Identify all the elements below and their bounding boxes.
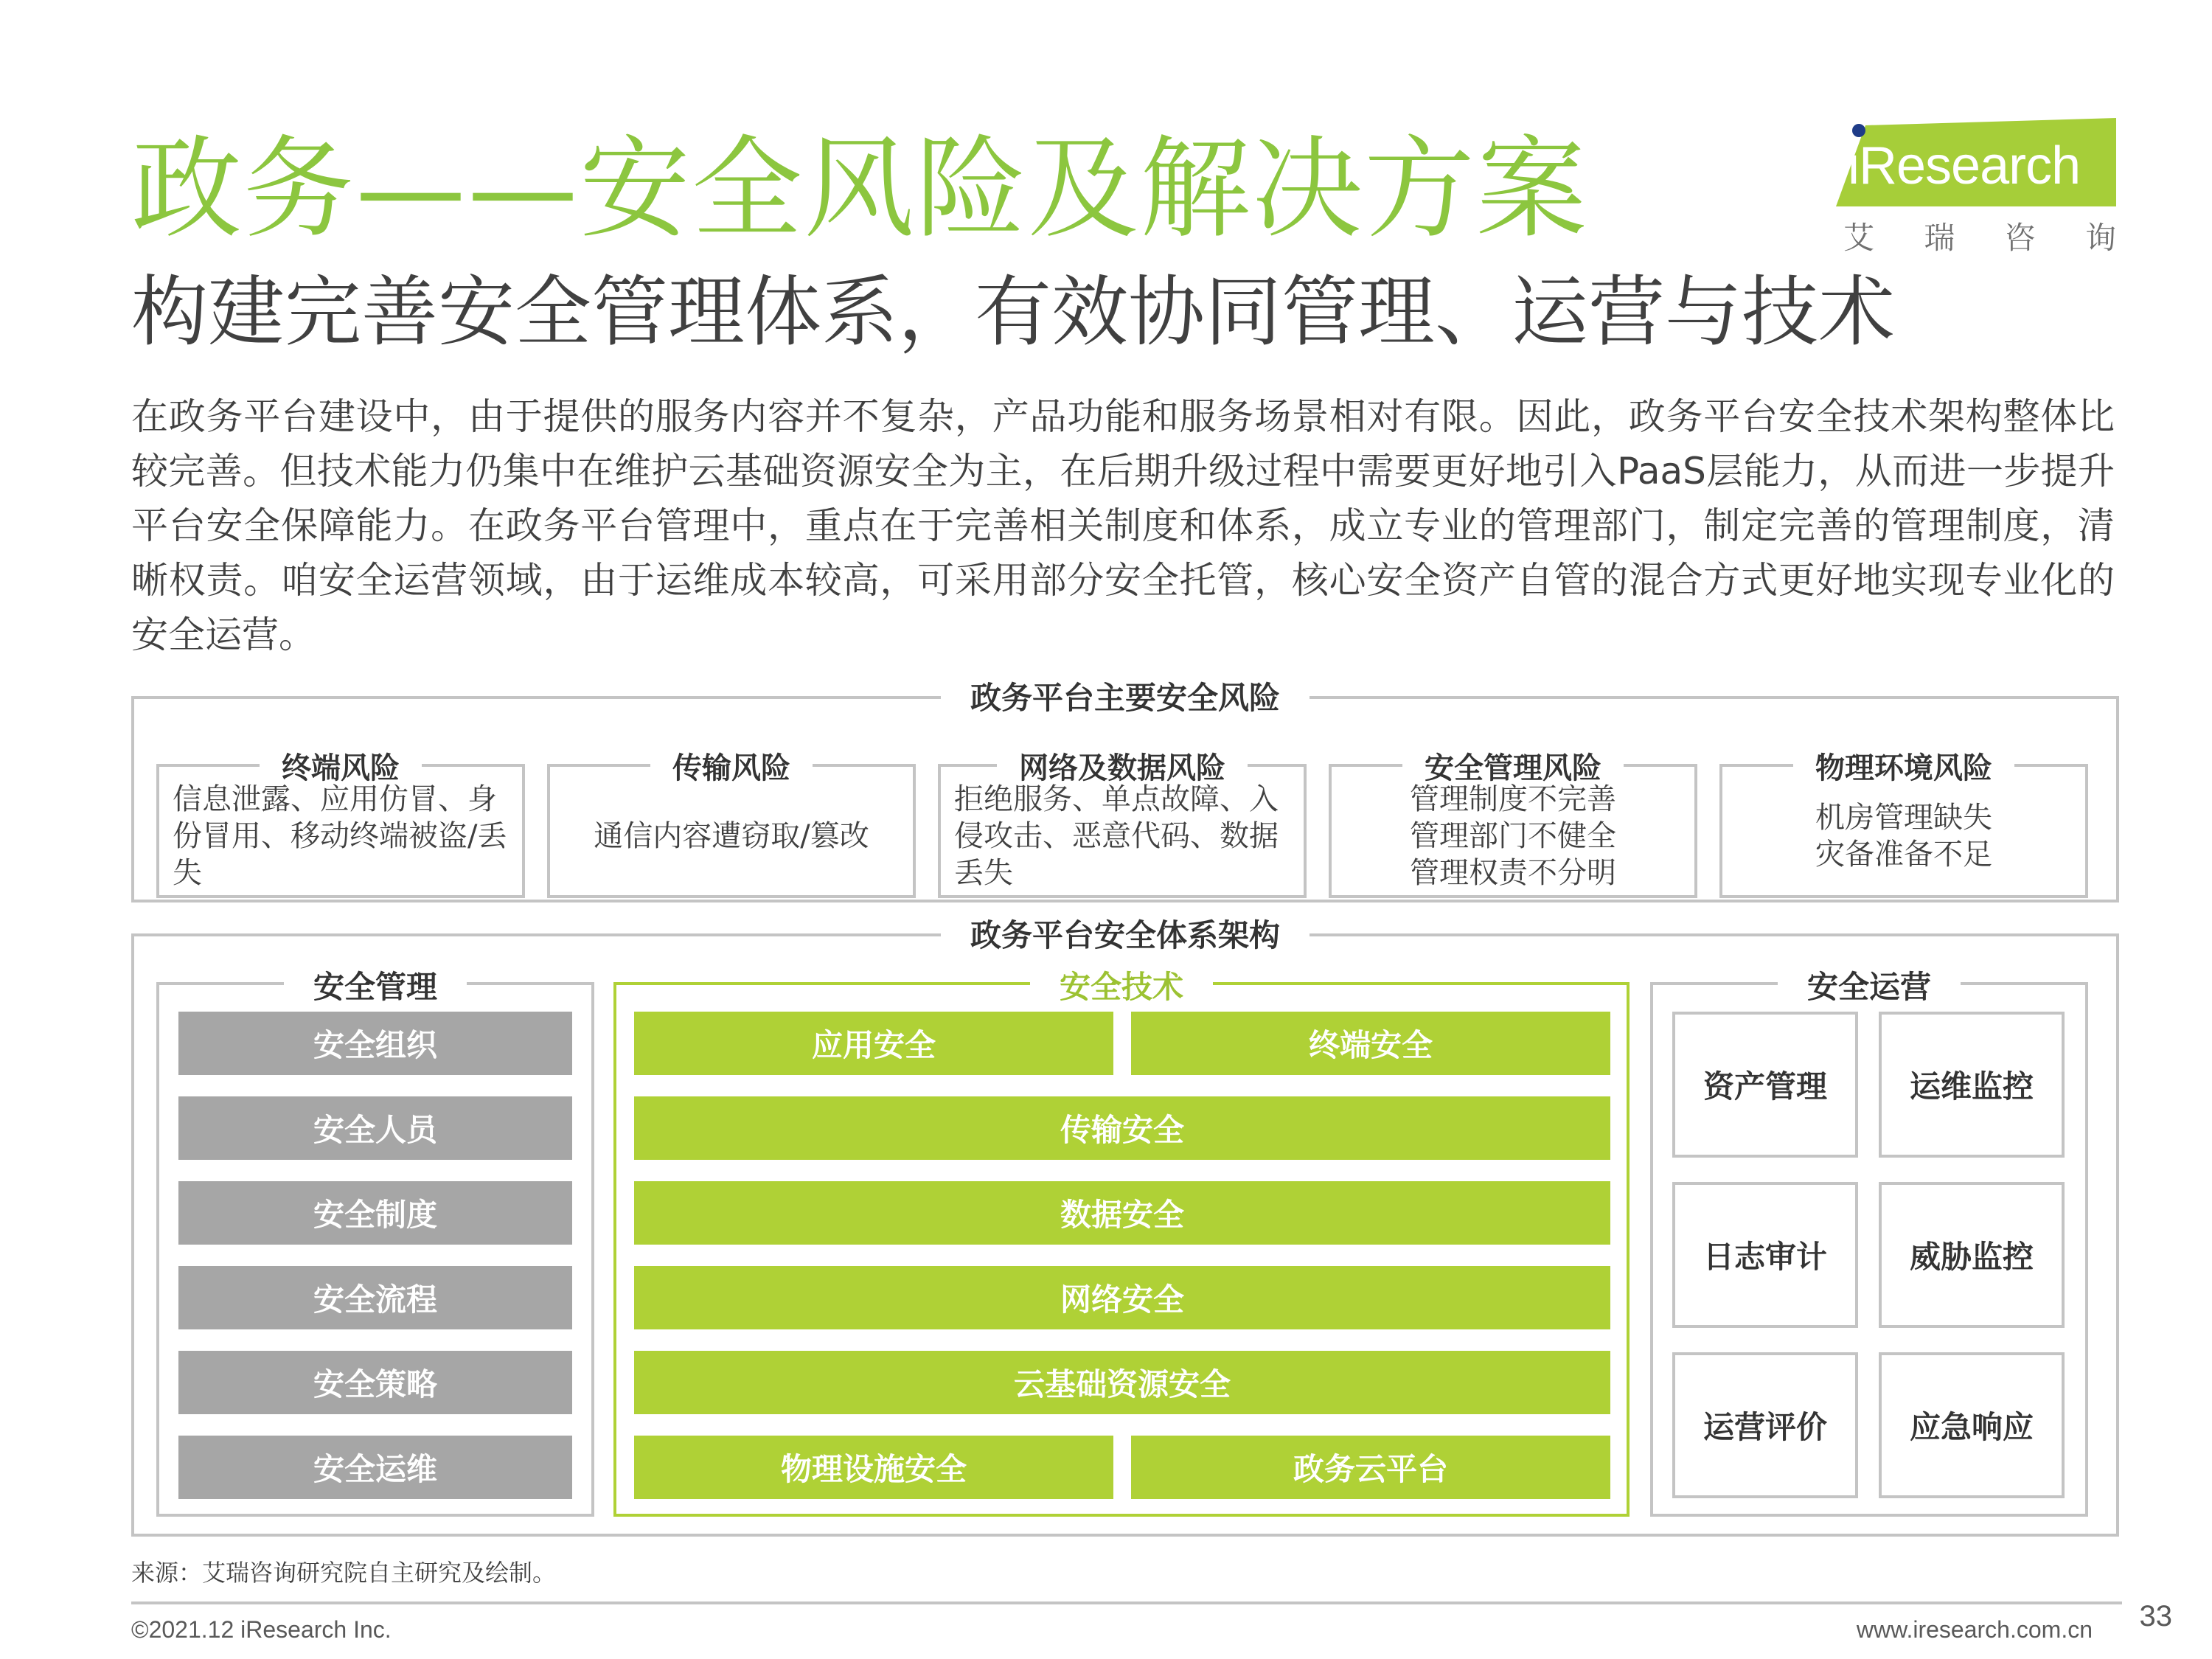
mgmt-item: 安全组织 — [178, 1012, 572, 1075]
intro-paragraph: 在政务平台建设中，由于提供的服务内容并不复杂，产品功能和服务场景相对有限。因此，政务平台安全技术架构整体比较完善。但技术能力仍集中在维护云基础资源安全为主，在后期升级过程中需要更好地引入PaaS层能力，从而进一步提升平台安全保障能力。在政务平台管理中，重点在于完善相关制度和体系，成立专业的管理部门，制定完善的管理制度，清晰权责。咱安全运营领域，由于运维成本较高，可采用部分安全托管，核心安全资产自管的混合方式更好地实现专业化的安全运营。 — [131, 395, 2115, 656]
copyright: ©2021.12 iResearch Inc. — [131, 1616, 392, 1643]
page-title: 政务——安全风险及解决方案 — [131, 125, 1589, 254]
logo-char: 咨 — [2004, 220, 2036, 256]
ops-item: 运维监控 — [1879, 1012, 2065, 1158]
footer-divider — [131, 1601, 2122, 1604]
logo-char: 瑞 — [1924, 220, 1955, 256]
mgmt-item: 安全策略 — [178, 1351, 572, 1414]
operations-column — [1650, 969, 2088, 1517]
tech-terminal-security: 终端安全 — [1131, 1012, 1610, 1075]
tech-transport-security: 传输安全 — [634, 1096, 1610, 1160]
risk-desc: 通信内容遭窃取/篡改 — [594, 819, 869, 853]
risk-desc: 拒绝服务、单点故障、入侵攻击、恶意代码、数据丢失 — [954, 782, 1279, 890]
mgmt-item: 安全制度 — [178, 1181, 572, 1245]
risk-network-data — [938, 751, 1307, 898]
risks-panel-title: 政务平台主要安全风险 — [941, 674, 1310, 718]
tech-network-security: 网络安全 — [634, 1266, 1610, 1329]
risk-transport — [547, 751, 916, 898]
tech-physical-security: 物理设施安全 — [634, 1436, 1113, 1499]
ops-item: 资产管理 — [1672, 1012, 1858, 1158]
risk-name: 传输风险 — [650, 745, 813, 787]
mgmt-item: 安全人员 — [178, 1096, 572, 1160]
risk-name: 网络及数据风险 — [997, 745, 1248, 787]
website-link[interactable]: www.iresearch.com.cn — [1856, 1616, 2093, 1643]
logo-chinese-name — [1843, 214, 2116, 258]
management-column — [156, 969, 594, 1517]
tech-cloud-security: 云基础资源安全 — [634, 1351, 1610, 1414]
risk-name: 物理环境风险 — [1793, 745, 2014, 787]
source-note: 来源：艾瑞咨询研究院自主研究及绘制。 — [131, 1559, 557, 1587]
operations-title: 安全运营 — [1778, 963, 1961, 1007]
ops-item: 日志审计 — [1672, 1182, 1858, 1328]
tech-gov-cloud-platform: 政务云平台 — [1131, 1436, 1610, 1499]
logo-char: 艾 — [1843, 220, 1875, 256]
technology-column — [613, 969, 1630, 1517]
risk-desc: 机房管理缺失 灾备准备不足 — [1815, 801, 1992, 872]
page-subtitle: 构建完善安全管理体系，有效协同管理、运营与技术 — [131, 267, 1896, 357]
logo-char: 询 — [2084, 220, 2116, 256]
architecture-panel — [131, 917, 2119, 1537]
ops-item: 应急响应 — [1879, 1352, 2065, 1498]
technology-title: 安全技术 — [1030, 963, 1213, 1007]
ops-item: 运营评价 — [1672, 1352, 1858, 1498]
mgmt-item: 安全运维 — [178, 1436, 572, 1499]
risk-terminal — [156, 751, 525, 898]
risk-name: 安全管理风险 — [1402, 745, 1624, 787]
logo-brand-text: iResearch — [1848, 136, 2081, 195]
architecture-panel-title: 政务平台安全体系架构 — [941, 911, 1310, 956]
tech-app-security: 应用安全 — [634, 1012, 1113, 1075]
iresearch-logo — [1836, 118, 2116, 258]
risk-desc: 信息泄露、应用仿冒、身份冒用、移动终端被盗/丢失 — [173, 782, 507, 890]
risk-name: 终端风险 — [260, 745, 422, 787]
page-number: 33 — [2139, 1600, 2172, 1632]
ops-item: 威胁监控 — [1879, 1182, 2065, 1328]
risk-desc: 管理制度不完善 管理部门不健全 管理权责不分明 — [1410, 782, 1616, 890]
tech-data-security: 数据安全 — [634, 1181, 1610, 1245]
risks-panel — [131, 680, 2119, 902]
risk-management — [1329, 751, 1697, 898]
risk-physical — [1719, 751, 2088, 898]
mgmt-item: 安全流程 — [178, 1266, 572, 1329]
management-title: 安全管理 — [284, 963, 467, 1007]
